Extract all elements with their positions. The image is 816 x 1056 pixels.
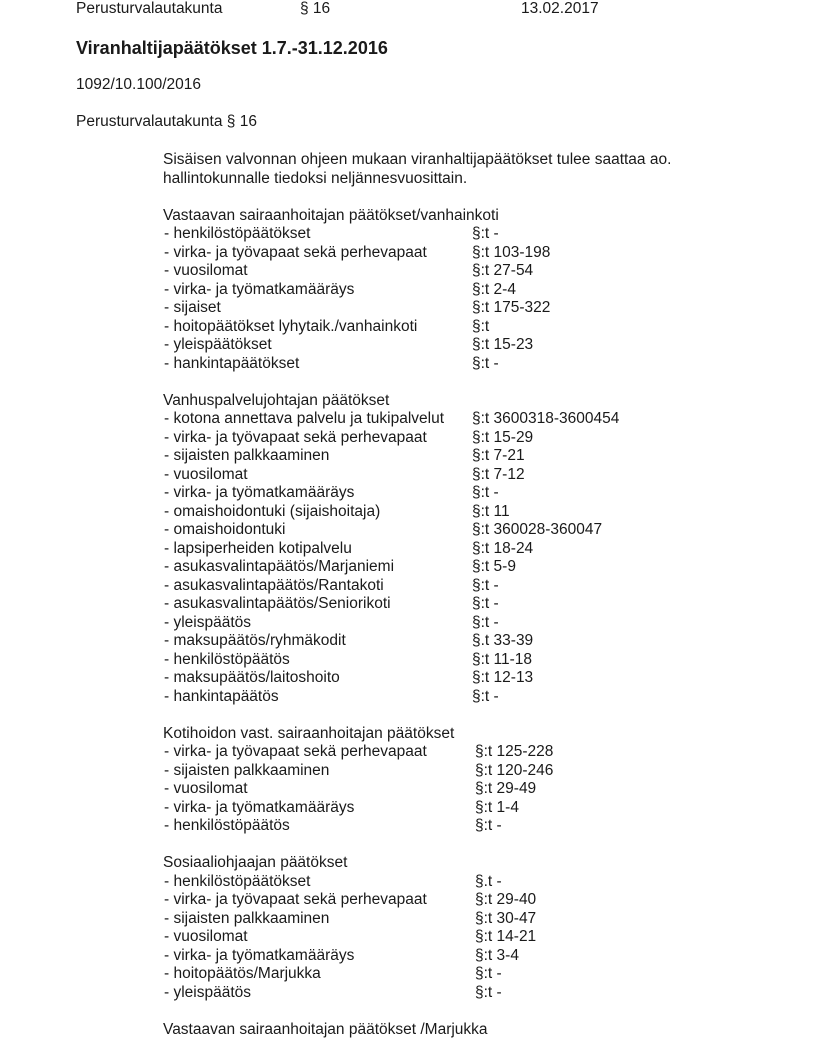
decision-row <box>163 891 763 910</box>
page-title: Viranhaltijapäätökset 1.7.-31.12.2016 <box>76 38 388 58</box>
decision-row <box>163 817 763 836</box>
decision-row <box>163 688 763 707</box>
subheading: Perusturvalautakunta § 16 <box>76 113 257 130</box>
decision-label: - virka- ja työvapaat sekä perhevapaat <box>164 743 427 760</box>
decision-paragraphs: §:t 30-47 <box>475 909 537 927</box>
decision-row <box>163 799 763 818</box>
decision-paragraphs: §:t 3-4 <box>475 946 519 964</box>
decision-label: - vuosilomat <box>164 262 248 279</box>
decision-label: - hankintapäätökset <box>164 354 300 372</box>
section-title: Vanhuspalvelujohtajan päätökset <box>163 391 390 409</box>
decision-paragraphs: §.t - <box>475 872 502 890</box>
decision-paragraphs: §:t 12-13 <box>472 669 534 686</box>
decision-row <box>163 540 763 559</box>
decision-label: - virka- ja työmatkamääräys <box>164 946 355 964</box>
decision-label: - yleispäätös <box>164 983 252 1001</box>
decision-paragraphs: §:t - <box>472 354 499 372</box>
intro-line-1: Sisäisen valvonnan ohjeen mukaan viranhaltijapäätökset tulee saattaa ao. <box>163 151 672 168</box>
decision-row <box>163 429 763 448</box>
decision-paragraphs: §:t - <box>472 225 499 242</box>
decision-label: - omaishoidontuki (sijaishoitaja) <box>164 502 381 520</box>
decision-row <box>163 947 763 966</box>
section-title: Sosiaaliohjaajan päätökset <box>163 854 348 871</box>
decision-row <box>163 299 763 318</box>
decision-row <box>163 521 763 540</box>
decision-label: - virka- ja työmatkamääräys <box>164 484 355 501</box>
decision-paragraphs: §:t - <box>475 817 502 834</box>
decision-label: - henkilöstöpäätös <box>164 817 290 834</box>
decision-section <box>163 1021 763 1040</box>
decision-row <box>163 410 763 429</box>
header-date: 13.02.2017 <box>521 0 599 17</box>
decision-paragraphs: §.t 33-39 <box>472 632 534 649</box>
decision-label: - henkilöstöpäätökset <box>164 872 311 890</box>
decision-paragraphs: §:t 103-198 <box>472 243 551 261</box>
decision-row <box>163 503 763 522</box>
decision-paragraphs: §:t - <box>472 687 499 705</box>
decision-paragraphs: §:t 175-322 <box>472 299 551 316</box>
decision-paragraphs: §:t 15-29 <box>472 428 534 446</box>
decision-row <box>163 965 763 984</box>
decision-row <box>163 262 763 281</box>
document-body <box>163 151 763 1039</box>
intro-line-2: hallintokunnalle tiedoksi neljännesvuosittain. <box>163 169 468 187</box>
decision-row <box>163 466 763 485</box>
decision-paragraphs: §:t 29-49 <box>475 780 537 797</box>
decision-row <box>163 355 763 374</box>
decision-row <box>163 447 763 466</box>
decision-row <box>163 318 763 337</box>
document-number: 1092/10.100/2016 <box>76 76 201 93</box>
decision-row <box>163 910 763 929</box>
decision-paragraphs: §:t - <box>472 595 499 612</box>
decision-label: - sijaisten palkkaaminen <box>164 761 330 779</box>
decision-row <box>163 244 763 263</box>
intro-paragraph <box>163 151 763 188</box>
decision-paragraphs: §:t 3600318-3600454 <box>472 410 620 427</box>
decision-paragraphs: §:t 11 <box>472 502 510 520</box>
decision-label: - vuosilomat <box>164 928 248 945</box>
decision-label: - henkilöstöpäätökset <box>164 225 311 242</box>
decision-row <box>163 780 763 799</box>
decision-label: - kotona annettava palvelu ja tukipalvelut <box>164 410 445 427</box>
decision-label: - lapsiperheiden kotipalvelu <box>164 539 352 557</box>
header-committee: Perusturvalautakunta <box>76 0 223 17</box>
decision-row <box>163 281 763 300</box>
decision-row <box>163 577 763 596</box>
decision-row <box>163 762 763 781</box>
header-section: § 16 <box>300 0 331 17</box>
decision-label: - sijaiset <box>164 299 221 316</box>
decision-paragraphs: §:t 7-21 <box>472 447 525 464</box>
decision-label: - virka- ja työmatkamääräys <box>164 798 355 816</box>
decision-label: - virka- ja työmatkamääräys <box>164 280 355 298</box>
decision-paragraphs: §:t - <box>472 484 499 501</box>
decision-row <box>163 669 763 688</box>
section-title: Vastaavan sairaanhoitajan päätökset /Marjukka <box>163 1020 488 1038</box>
decision-paragraphs: §:t - <box>472 576 499 594</box>
decision-paragraphs: §:t 11-18 <box>472 650 533 668</box>
decision-label: - hoitopäätös/Marjukka <box>164 965 321 982</box>
decision-row <box>163 225 763 244</box>
decision-label: - asukasvalintapäätös/Rantakoti <box>164 576 384 594</box>
decision-section <box>163 854 763 1002</box>
decision-sections <box>163 207 763 1040</box>
decision-label: - virka- ja työvapaat sekä perhevapaat <box>164 243 427 261</box>
decision-label: - virka- ja työvapaat sekä perhevapaat <box>164 428 427 446</box>
decision-row <box>163 595 763 614</box>
decision-row <box>163 632 763 651</box>
decision-paragraphs: §:t - <box>472 613 499 631</box>
decision-paragraphs: §:t 360028-360047 <box>472 521 603 538</box>
decision-paragraphs: §:t 125-228 <box>475 743 554 760</box>
decision-label: - asukasvalintapäätös/Seniorikoti <box>164 595 391 612</box>
decision-label: - maksupäätös/ryhmäkodit <box>164 632 346 649</box>
page-header <box>76 0 776 20</box>
decision-paragraphs: §:t 18-24 <box>472 539 534 557</box>
decision-row <box>163 873 763 892</box>
decision-paragraphs: §:t 29-40 <box>475 891 537 908</box>
decision-label: - asukasvalintapäätös/Marjaniemi <box>164 558 395 575</box>
decision-paragraphs: §:t 15-23 <box>472 336 534 353</box>
decision-paragraphs: §:t <box>472 317 490 335</box>
decision-label: - maksupäätös/laitoshoito <box>164 669 340 686</box>
section-title: Kotihoidon vast. sairaanhoitajan päätökset <box>163 724 455 742</box>
decision-row <box>163 614 763 633</box>
decision-paragraphs: §:t - <box>475 965 502 982</box>
decision-label: - sijaisten palkkaaminen <box>164 909 330 927</box>
decision-label: - vuosilomat <box>164 780 248 797</box>
decision-paragraphs: §:t 5-9 <box>472 558 516 575</box>
decision-section <box>163 392 763 707</box>
decision-paragraphs: §:t 27-54 <box>472 262 534 279</box>
decision-row <box>163 928 763 947</box>
decision-label: - vuosilomat <box>164 465 248 483</box>
decision-label: - sijaisten palkkaaminen <box>164 447 330 464</box>
decision-row <box>163 984 763 1003</box>
section-title: Vastaavan sairaanhoitajan päätökset/vanhainkoti <box>163 206 499 224</box>
decision-paragraphs: §:t 1-4 <box>475 798 519 816</box>
decision-label: - yleispäätökset <box>164 336 272 353</box>
decision-label: - henkilöstöpäätös <box>164 650 290 668</box>
decision-row <box>163 336 763 355</box>
decision-label: - virka- ja työvapaat sekä perhevapaat <box>164 891 427 908</box>
decision-label: - hankintapäätös <box>164 687 279 705</box>
decision-row <box>163 651 763 670</box>
decision-paragraphs: §:t 14-21 <box>475 928 537 945</box>
decision-row <box>163 743 763 762</box>
decision-paragraphs: §:t 2-4 <box>472 280 516 298</box>
decision-label: - omaishoidontuki <box>164 521 286 538</box>
decision-section <box>163 725 763 836</box>
decision-row <box>163 484 763 503</box>
decision-label: - hoitopäätökset lyhytaik./vanhainkoti <box>164 317 418 335</box>
decision-label: - yleispäätös <box>164 613 252 631</box>
decision-row <box>163 558 763 577</box>
decision-section <box>163 207 763 374</box>
decision-paragraphs: §:t 7-12 <box>472 465 525 483</box>
decision-paragraphs: §:t 120-246 <box>475 761 554 779</box>
decision-paragraphs: §:t - <box>475 983 502 1001</box>
